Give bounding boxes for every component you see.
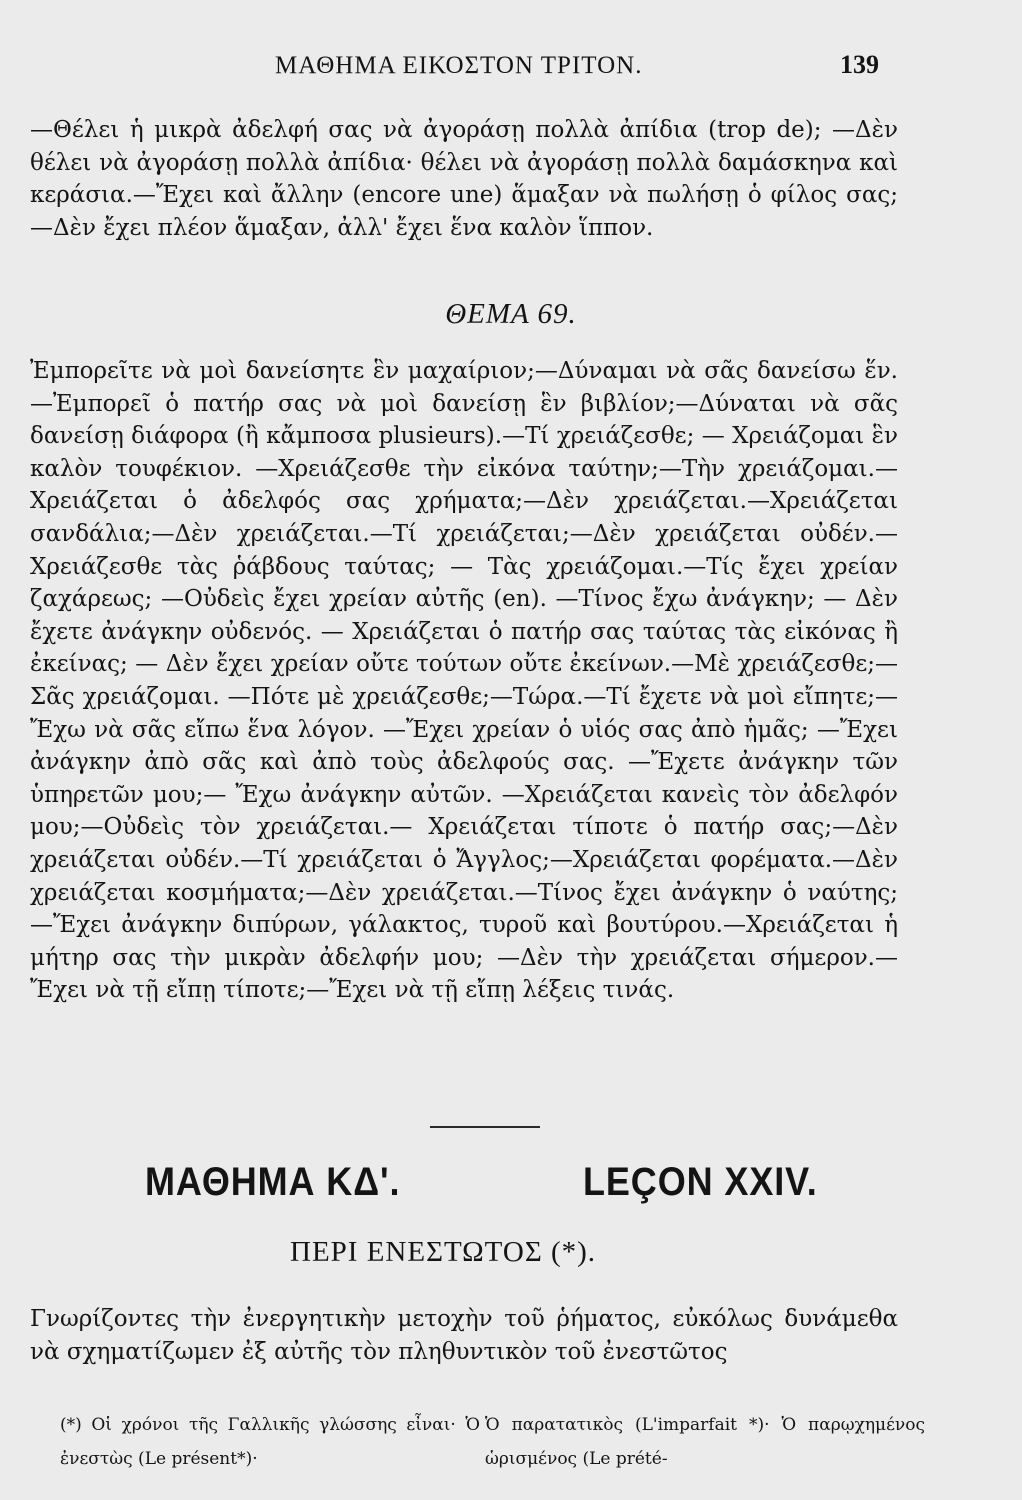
bottom-paragraph: Γνωρίζοντες τὴν ἐνεργητικὴν μετοχὴν τοῦ ῥήματος, εὐκόλως δυνάμεθα νὰ σχηματίζωμεν ἐξ αὐτῆς τὸν πληθυντικὸν τοῦ ἐνεστῶτος [30,1306,898,1365]
page-number: 139 [840,50,879,79]
theme-heading: ΘΕΜΑ 69. [445,298,577,330]
footnote-right: Ὁ παρατατικὸς (L'imparfait *)· Ὁ παρῳχημένος ὡρισμένος (Le prété- [485,1415,925,1469]
footnote-left: (*) Οἱ χρόνοι τῆς Γαλλικῆς γλώσσης εἶναι· Ὁ ἐνεστὼς (Le présent*)· [60,1415,480,1469]
main-paragraph: Ἐμπορεῖτε νὰ μοὶ δανείσητε ἓν μαχαίριον;—Δύναμαι νὰ σᾶς δανείσω ἕν.—Ἐμπορεῖ ὁ πατήρ σας νὰ μοὶ δανείσῃ ἓν βιβλίον;—Δύναται νὰ σᾶς δανείσῃ διάφορα (ἢ κἄμποσα plusieurs).—Τί χρειάζεσθε; — Χρειάζομαι ἓν καλὸν τουφέκιον. —Χρειάζεσθε τὴν εἰκόνα ταύτην;—Τὴν χρειάζομαι.—Χρειάζεται ὁ ἀδελφός σας χρήματα;—Δὲν χρειάζεται.—Χρειάζεται σανδάλια;—Δὲν χρειάζεται.—Τί χρειάζεται;—Δὲν χρειάζεται οὐδέν.— Χρειάζεσθε τὰς ῥάβδους ταύτας; — Τὰς χρειάζομαι.—Τίς ἔχει χρείαν ζαχάρεως; —Οὐδεὶς ἔχει χρείαν αὐτῆς (en). —Τίνος ἔχω ἀνάγκην; — Δὲν ἔχετε ἀνάγκην οὐδενός. — Χρειάζεται ὁ πατήρ σας ταύτας τὰς εἰκόνας ἢ ἐκείνας; — Δὲν ἔχει χρείαν οὔτε τούτων οὔτε ἐκείνων.—Μὲ χρειάζεσθε;—Σᾶς χρειάζομαι. —Πότε μὲ χρειάζεσθε;—Τώρα.—Τί ἔχετε νὰ μοὶ εἴπητε;—Ἔχω νὰ σᾶς εἴπω ἕνα λόγον. —Ἔχει χρείαν ὁ υἱός σας ἀπὸ ἡμᾶς; —Ἔχει ἀνάγκην ἀπὸ σᾶς καὶ ἀπὸ τοὺς ἀδελφούς σας. —Ἔχετε ἀνάγκην τῶν ὑπηρετῶν μου;— Ἔχω ἀνάγκην αὐτῶν. —Χρειάζεται κανεὶς τὸν ἀδελφόν μου;—Οὐδεὶς τὸν χρειάζεται.— Χρειάζεται τίποτε ὁ πατήρ σας;—Δὲν χρειάζεται οὐδέν.—Τί χρειάζεται ὁ Ἄγγλος;—Χρειάζεται φορέματα.—Δὲν χρειάζεται κοσμήματα;—Δὲν χρειάζεται.—Τίνος ἔχει ἀνάγκην ὁ ναύτης;—Ἔχει ἀνάγκην διπύρων, γάλακτος, τυροῦ καὶ βουτύρου.—Χρειάζεται ἡ μήτηρ σας τὴν μικρὰν ἀδελφήν μου; —Δὲν τὴν χρειάζεται σήμερον.—Ἔχει νὰ τῇ εἴπῃ τίποτε;—Ἔχει νὰ τῇ εἴπῃ λέξεις τινάς. [30,358,898,1004]
footnotes [30,1408,925,1488]
lesson-subheading: ΠΕΡΙ ΕΝΕΣΤΩΤΟΣ (*). [290,1236,597,1268]
lesson-title-greek: ΜΑΘΗΜΑ ΚΔ'. [145,1160,401,1204]
running-head-title: ΜΑΘΗΜΑ ΕΙΚΟΣΤΟΝ ΤΡΙΤΟΝ. [275,52,643,79]
top-paragraph: —Θέλει ἡ μικρὰ ἀδελφή σας νὰ ἀγοράσῃ πολλὰ ἀπίδια (trop de); —Δὲν θέλει νὰ ἀγοράσῃ πολλὰ ἀπίδια· θέλει νὰ ἀγοράσῃ πολλὰ δαμάσκηνα καὶ κεράσια.—Ἔχει καὶ ἄλλην (encore une) ἅμαξαν νὰ πωλήσῃ ὁ φίλος σας;—Δὲν ἔχει πλέον ἅμαξαν, ἀλλ' ἔχει ἕνα καλὸν ἵππον. [30,117,898,241]
section-divider [430,1126,540,1128]
lesson-title-french: LEÇON XXIV. [583,1160,818,1204]
